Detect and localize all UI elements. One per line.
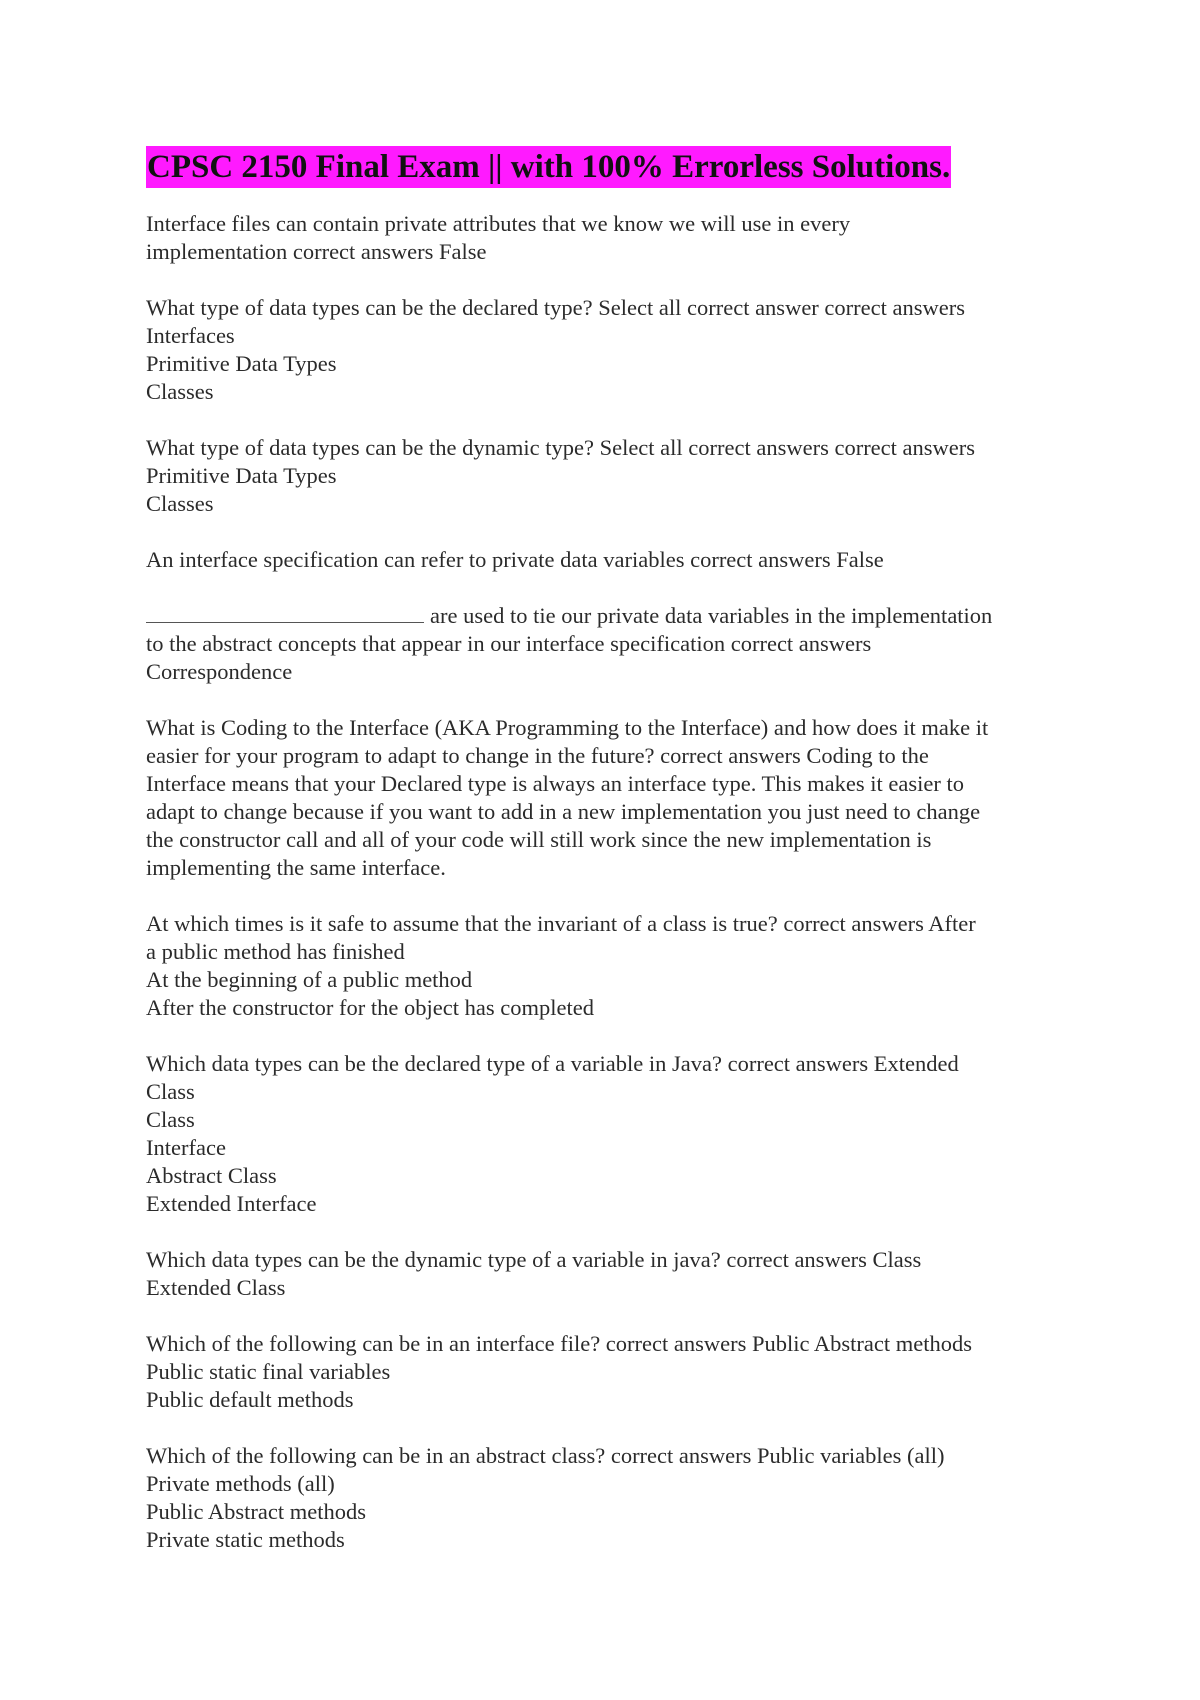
qa-item — [146, 546, 1066, 574]
qa-line: Extended Interface — [146, 1191, 317, 1216]
qa-item — [146, 1442, 1066, 1554]
qa-line: Which of the following can be in an interface file? correct answers Public Abstract methods — [146, 1331, 972, 1356]
qa-line: Which data types can be the declared type of a variable in Java? correct answers Extended — [146, 1051, 959, 1076]
qa-line: adapt to change because if you want to add in a new implementation you just need to change — [146, 799, 981, 824]
qa-line: Interfaces — [146, 323, 235, 348]
qa-line: Class — [146, 1107, 195, 1132]
qa-line: Interface files can contain private attributes that we know we will use in every — [146, 211, 851, 236]
qa-line: What is Coding to the Interface (AKA Programming to the Interface) and how does it make it — [146, 715, 989, 740]
qa-line: An interface specification can refer to private data variables correct answers False — [146, 547, 884, 572]
qa-line: implementation correct answers False — [146, 239, 487, 264]
page-title: CPSC 2150 Final Exam || with 100% Errorless Solutions. — [146, 146, 951, 188]
qa-line: a public method has finished — [146, 939, 405, 964]
qa-line: Private methods (all) — [146, 1471, 335, 1496]
qa-line: Class — [146, 1079, 195, 1104]
qa-line-text: are used to tie our private data variables in the implementation — [430, 603, 993, 628]
qa-item — [146, 1246, 1066, 1302]
qa-line: What type of data types can be the declared type? Select all correct answer correct answers — [146, 295, 965, 320]
qa-item — [146, 210, 1066, 266]
qa-line: easier for your program to adapt to change in the future? correct answers Coding to the — [146, 743, 929, 768]
qa-line: What type of data types can be the dynamic type? Select all correct answers correct answers — [146, 435, 976, 460]
qa-item — [146, 910, 1066, 1022]
qa-item — [146, 294, 1066, 406]
qa-line: Which data types can be the dynamic type of a variable in java? correct answers Class — [146, 1247, 922, 1272]
qa-line: Abstract Class — [146, 1163, 277, 1188]
qa-line: Interface means that your Declared type is always an interface type. This makes it easier to — [146, 771, 964, 796]
qa-line: Primitive Data Types — [146, 463, 337, 488]
qa-line: Which of the following can be in an abstract class? correct answers Public variables (all) — [146, 1443, 945, 1468]
qa-line: Correspondence — [146, 659, 293, 684]
qa-item — [146, 714, 1066, 882]
qa-line: Extended Class — [146, 1275, 286, 1300]
document-content — [146, 146, 1066, 1582]
qa-line: At which times is it safe to assume that the invariant of a class is true? correct answers After — [146, 911, 976, 936]
qa-item — [146, 1330, 1066, 1414]
qa-item — [146, 1050, 1066, 1218]
qa-line: Primitive Data Types — [146, 351, 337, 376]
qa-item — [146, 434, 1066, 518]
qa-line: Classes — [146, 379, 214, 404]
qa-line: implementing the same interface. — [146, 855, 446, 880]
qa-line: After the constructor for the object has completed — [146, 995, 594, 1020]
qa-line: Public static final variables — [146, 1359, 391, 1384]
fill-in-blank — [146, 602, 424, 623]
qa-line: the constructor call and all of your code will still work since the new implementation is — [146, 827, 932, 852]
qa-line: Public Abstract methods — [146, 1499, 366, 1524]
qa-line: Public default methods — [146, 1387, 354, 1412]
qa-line: Interface — [146, 1135, 226, 1160]
qa-line: Classes — [146, 491, 214, 516]
qa-item — [146, 602, 1066, 686]
qa-line: to the abstract concepts that appear in our interface specification correct answers — [146, 631, 872, 656]
qa-line: Private static methods — [146, 1527, 345, 1552]
qa-line-with-blank — [146, 602, 1066, 630]
qa-line: At the beginning of a public method — [146, 967, 473, 992]
